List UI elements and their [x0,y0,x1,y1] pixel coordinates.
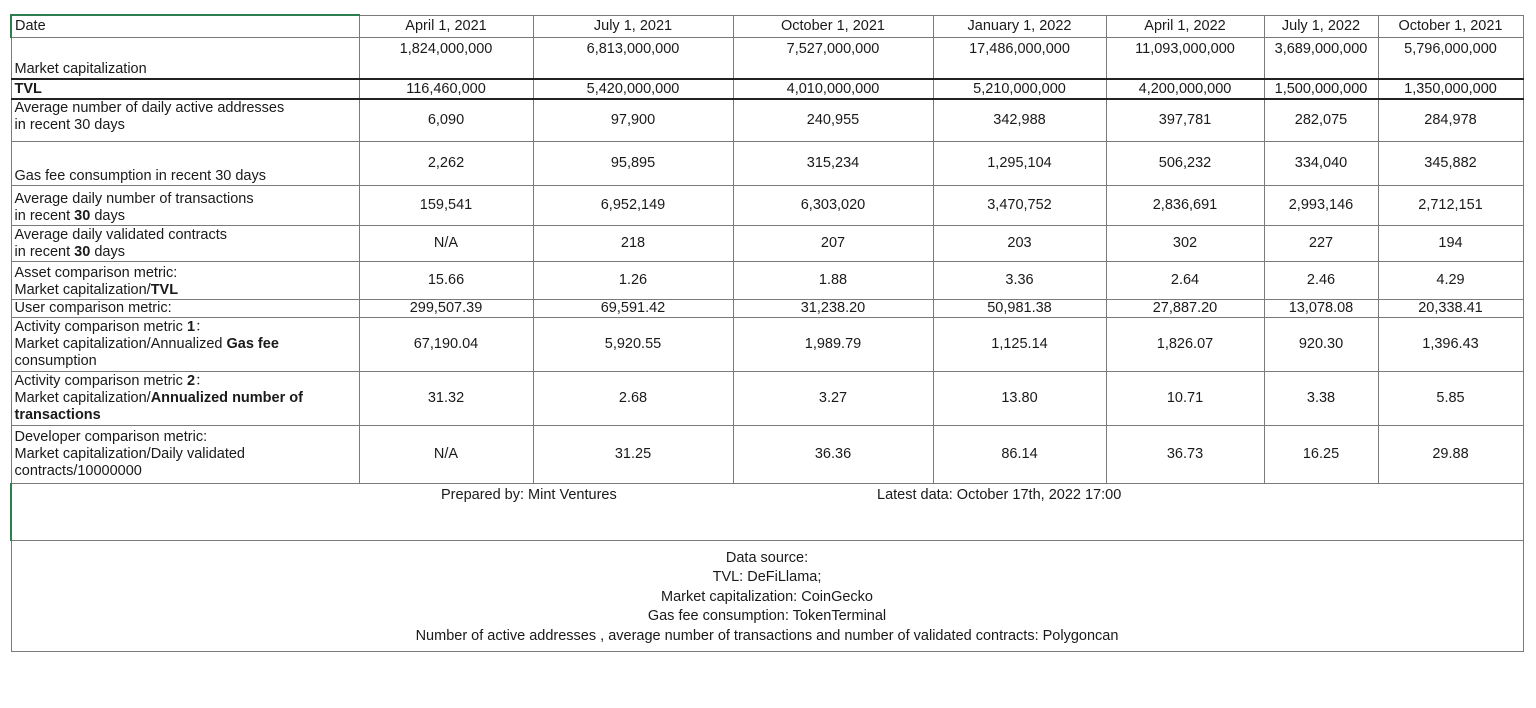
value-cell[interactable]: 218 [533,225,733,261]
value-cell[interactable]: 5,210,000,000 [933,79,1106,99]
value-cell[interactable]: 207 [733,225,933,261]
label-text: Date [15,17,46,34]
value-cell[interactable]: 282,075 [1264,99,1378,141]
table-row [11,141,1523,185]
row-label-line [15,319,356,336]
row-label-line [15,300,356,317]
value-cell[interactable]: 13,078.08 [1264,299,1378,317]
value-cell[interactable]: 36.36 [733,425,933,483]
value-cell[interactable]: 284,978 [1378,99,1523,141]
metrics-table [10,14,1524,652]
row-label-line [15,429,356,446]
row-label-line [15,168,356,185]
table-row [11,299,1523,317]
label-text: days [90,243,125,260]
label-text: Average daily validated contracts [14,226,228,243]
value-cell[interactable]: 345,882 [1378,141,1523,185]
table-row [11,371,1523,425]
footer-meta-cell[interactable] [11,483,1523,540]
value-cell[interactable]: 240,955 [733,99,933,141]
label-text: Asset comparison metric: [14,264,178,281]
label-text: Activity comparison metric [14,318,187,335]
row-label-cell[interactable] [11,37,359,79]
header-row [11,15,1523,37]
table-row [11,185,1523,225]
value-cell[interactable]: 97,900 [533,99,733,141]
row-label-line [15,61,356,78]
row-label-line [15,265,356,282]
value-cell[interactable]: 4.29 [1378,261,1523,299]
row-label-line [15,446,356,463]
latest-data-text: Latest data: October 17th, 2022 17:00 [877,486,1122,503]
row-label-line [15,117,356,134]
value-cell[interactable]: 3,689,000,000 [1264,37,1378,79]
date-header-cell[interactable]: July 1, 2021 [533,15,733,37]
value-cell[interactable]: 299,507.39 [359,299,533,317]
value-cell[interactable]: 11,093,000,000 [1106,37,1264,79]
value-cell[interactable]: 10.71 [1106,371,1264,425]
value-cell[interactable]: 7,527,000,000 [733,37,933,79]
label-text: Market capitalization/Annualized [14,335,227,352]
data-source-list [15,541,1520,647]
row-label-line [15,353,356,370]
table-row [11,425,1523,483]
row-label-cell[interactable] [11,425,359,483]
row-label-line [15,390,356,407]
value-cell[interactable]: 2,836,691 [1106,185,1264,225]
value-cell[interactable]: 1.88 [733,261,933,299]
value-cell[interactable]: 1,500,000,000 [1264,79,1378,99]
value-cell[interactable]: 36.73 [1106,425,1264,483]
label-text: consumption [14,352,97,369]
value-cell[interactable]: 15.66 [359,261,533,299]
table-row [11,317,1523,371]
bold-label-text: 1 [186,318,196,335]
label-text: days [90,207,125,224]
footer-sources-row [11,540,1523,651]
value-cell[interactable]: 2,262 [359,141,533,185]
value-cell[interactable]: 5,420,000,000 [533,79,733,99]
bold-label-text: TVL [150,281,179,298]
value-cell[interactable]: 3.38 [1264,371,1378,425]
row-label-line [15,18,356,35]
label-text: Average daily number of transactions [14,190,254,207]
value-cell[interactable]: 4,200,000,000 [1106,79,1264,99]
row-label-cell[interactable] [11,299,359,317]
row-label-line [15,100,356,117]
date-header-cell[interactable]: July 1, 2022 [1264,15,1378,37]
value-cell[interactable]: 27,887.20 [1106,299,1264,317]
bold-label-text: Gas fee [226,335,279,352]
row-label-line [15,81,356,98]
value-cell[interactable]: 69,591.42 [533,299,733,317]
label-text: Developer comparison metric: [14,428,208,445]
value-cell[interactable]: 50,981.38 [933,299,1106,317]
value-cell[interactable]: 1,396.43 [1378,317,1523,371]
data-source-line: Gas fee consumption: TokenTerminal [647,608,887,624]
value-cell[interactable]: 31,238.20 [733,299,933,317]
value-cell[interactable]: 6,813,000,000 [533,37,733,79]
row-label-cell[interactable] [11,317,359,371]
date-header-cell[interactable]: October 1, 2021 [1378,15,1523,37]
bold-label-text: transactions [14,406,101,423]
label-text: ： [195,318,210,335]
value-cell[interactable]: 227 [1264,225,1378,261]
row-label-cell[interactable] [11,371,359,425]
prepared-by-text: Prepared by: Mint Ventures [441,486,617,503]
row-label-cell[interactable] [11,185,359,225]
label-text: Gas fee consumption in recent 30 days [14,167,266,184]
row-label-line [15,336,356,353]
label-text: Market capitalization/Daily validated [14,445,245,462]
footer-meta-row [11,483,1523,540]
table-row [11,261,1523,299]
label-text: contracts/10000000 [14,462,142,479]
label-text: TVL [14,80,42,97]
value-cell[interactable]: 2.68 [533,371,733,425]
data-source-line: TVL: DeFiLlama; [712,569,822,585]
label-text: Market capitalization [14,61,147,77]
table-row [11,37,1523,79]
value-cell[interactable]: 315,234 [733,141,933,185]
value-cell[interactable]: 302 [1106,225,1264,261]
value-cell[interactable]: 1,295,104 [933,141,1106,185]
row-label-line [15,244,356,261]
label-text: ： [195,372,210,389]
value-cell[interactable]: 5,796,000,000 [1378,37,1523,79]
value-cell[interactable]: 920.30 [1264,317,1378,371]
label-text: in recent [14,243,75,260]
value-cell[interactable]: 29.88 [1378,425,1523,483]
value-cell[interactable]: 31.25 [533,425,733,483]
value-cell[interactable]: 1,824,000,000 [359,37,533,79]
label-text: in recent 30 days [14,117,125,133]
value-cell[interactable]: 2,993,146 [1264,185,1378,225]
row-label-line [15,227,356,244]
date-header-cell[interactable]: January 1, 2022 [933,15,1106,37]
value-cell[interactable]: 194 [1378,225,1523,261]
date-header-cell[interactable]: October 1, 2021 [733,15,933,37]
value-cell[interactable]: 6,090 [359,99,533,141]
value-cell[interactable]: 1,125.14 [933,317,1106,371]
value-cell[interactable]: 342,988 [933,99,1106,141]
value-cell[interactable]: 1.26 [533,261,733,299]
label-text: Average number of daily active addresses [14,100,285,116]
value-cell[interactable]: 506,232 [1106,141,1264,185]
table-row [11,225,1523,261]
bold-label-text: 30 [74,243,91,260]
value-cell[interactable]: 95,895 [533,141,733,185]
value-cell[interactable]: 6,303,020 [733,185,933,225]
value-cell[interactable]: 203 [933,225,1106,261]
table-row [11,99,1523,141]
value-cell[interactable]: N/A [359,425,533,483]
value-cell[interactable]: 3.27 [733,371,933,425]
row-label-cell[interactable] [11,261,359,299]
value-cell[interactable]: 4,010,000,000 [733,79,933,99]
value-cell[interactable]: 2,712,151 [1378,185,1523,225]
row-label-cell[interactable] [11,141,359,185]
row-label-cell[interactable] [11,99,359,141]
label-text: Market capitalization/ [14,389,151,406]
value-cell[interactable]: 116,460,000 [359,79,533,99]
bold-label-text: Annualized number of [150,389,303,406]
label-text: Market capitalization/ [14,281,151,298]
row-label-cell[interactable] [11,79,359,99]
label-text: in recent [14,207,75,224]
row-label-line [15,373,356,390]
value-cell[interactable]: 3.36 [933,261,1106,299]
value-cell[interactable]: 334,040 [1264,141,1378,185]
value-cell[interactable]: 17,486,000,000 [933,37,1106,79]
data-source-line: Number of active addresses , average number of transactions and number of validated contracts: Polygoncan [415,627,1119,644]
data-source-heading: Data source: [725,549,809,566]
value-cell[interactable]: 67,190.04 [359,317,533,371]
date-header-cell[interactable]: April 1, 2021 [359,15,533,37]
value-cell[interactable]: 1,989.79 [733,317,933,371]
value-cell[interactable]: 1,826.07 [1106,317,1264,371]
date-header-cell[interactable]: April 1, 2022 [1106,15,1264,37]
data-source-line: Market capitalization: CoinGecko [661,588,873,605]
value-cell[interactable]: N/A [359,225,533,261]
value-cell[interactable]: 2.46 [1264,261,1378,299]
value-cell[interactable]: 5.85 [1378,371,1523,425]
value-cell[interactable]: 5,920.55 [533,317,733,371]
value-cell[interactable]: 1,350,000,000 [1378,79,1523,99]
row-label-cell[interactable] [11,15,359,37]
table-row [11,79,1523,99]
value-cell[interactable]: 6,952,149 [533,185,733,225]
value-cell[interactable]: 3,470,752 [933,185,1106,225]
value-cell[interactable]: 31.32 [359,371,533,425]
value-cell[interactable]: 159,541 [359,185,533,225]
data-source-cell[interactable] [11,540,1523,651]
value-cell[interactable]: 20,338.41 [1378,299,1523,317]
row-label-cell[interactable] [11,225,359,261]
label-text: Activity comparison metric [14,372,187,389]
row-label-line [15,208,356,225]
value-cell[interactable]: 86.14 [933,425,1106,483]
value-cell[interactable]: 16.25 [1264,425,1378,483]
bold-label-text: 2 [186,372,196,389]
row-label-line [15,282,356,299]
row-label-line [15,463,356,480]
bold-label-text: 30 [74,207,91,224]
value-cell[interactable]: 13.80 [933,371,1106,425]
value-cell[interactable]: 397,781 [1106,99,1264,141]
value-cell[interactable]: 2.64 [1106,261,1264,299]
row-label-line [15,407,356,424]
row-label-line [15,191,356,208]
label-text: User comparison metric: [14,299,172,316]
